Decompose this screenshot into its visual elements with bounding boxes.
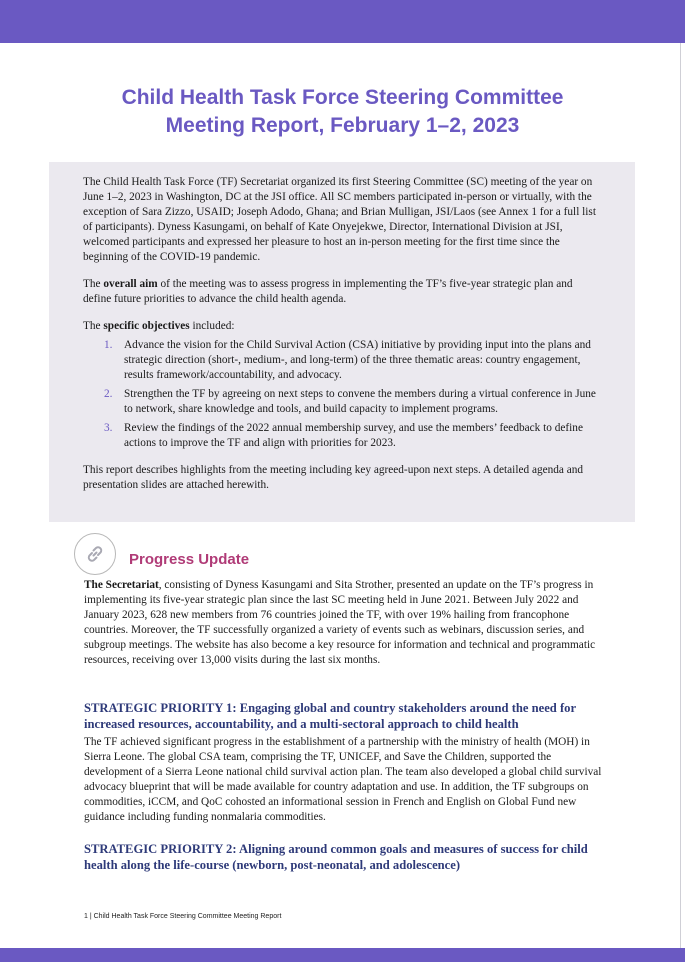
objective-text: Advance the vision for the Child Survival Action (CSA) initiative by providing input into the plans and strategic direction (short-, medium-, and long-term) of the three thematic areas: country engagement, results framework/accountability, and advocacy. <box>124 339 591 381</box>
objective-number: 3. <box>104 422 113 434</box>
priority-2-heading: STRATEGIC PRIORITY 2: Aligning around common goals and measures of success for child health along the life-course (newborn, post-neonatal, and adolescence) <box>84 842 588 872</box>
objective-text: Strengthen the TF by agreeing on next steps to convene the members during a virtual conference in June to network, share knowledge and tools, and build capacity to implement programs. <box>124 388 596 415</box>
progress-text: , consisting of Dyness Kasungami and Sita Strother, presented an update on the TF’s progress in implementing its five-year strategic plan since the last SC meeting held in June 2021. Between July 2022 and January 2023, 628 new members from 76 countries joined the TF, with over 19% hailing from francophone countries. Moreover, the TF successfully organized a variety of events such as webinars, discussion series, and subgroup meetings. The website has also become a key resource for information and technical and programmatic resources, receiving over 13,000 visits during the last six months. <box>84 579 596 666</box>
objectives-list <box>83 338 603 451</box>
header-band <box>0 0 685 43</box>
summary-closing: This report describes highlights from the meeting including key agreed-upon next steps. A detailed agenda and presentation slides are attached herewith. <box>83 464 584 491</box>
priority-1-paragraph: The TF achieved significant progress in the establishment of a partnership with the ministry of health (MOH) in Sierra Leone. The global CSA team, comprising the TF, UNICEF, and Save the Children, supported the development of a Sierra Leone national child survival action plan. The team also developed a global child survival advocacy blueprint that will be made available for country adaptation and use. In addition, the TF subgroups on commodities, iCCM, and QoC cohosted an informational session in French and English on Global Fund new guidance including funding nonmalaria commodities. <box>84 736 602 823</box>
link-icon <box>83 542 107 566</box>
objectives-bold: specific objectives <box>103 320 190 332</box>
aim-bold: overall aim <box>103 278 158 290</box>
page-footer: 1 | Child Health Task Force Steering Committee Meeting Report <box>84 913 282 920</box>
summary-intro: The Child Health Task Force (TF) Secretariat organized its first Steering Committee (SC) meeting of the year on June 1–2, 2023 in Washington, DC at the JSI office. All SC members participated in-person or virtually, with the exception of Sara Zizzo, USAID; Joseph Adodo, Ghana; and Brian Mulligan, JSI/Laos (see Annex 1 for a full list of participants). Dyness Kasungami, on behalf of Kate Onyejekwe, Director, International Division at JSI, welcomed participants and expressed her pleasure to host an in-person meeting for the first time since the beginning of the COVID-19 pandemic. <box>83 176 596 263</box>
summary-box <box>49 162 635 522</box>
footer-band <box>0 948 685 962</box>
priority-1-heading: STRATEGIC PRIORITY 1: Engaging global and country stakeholders around the need for increased resources, accountability, and a multi-sectoral approach to child health <box>84 701 576 731</box>
aim-post: of the meeting was to assess progress in implementing the TF’s five-year strategic plan and define future priorities to advance the child health agenda. <box>83 278 573 305</box>
objective-item <box>83 338 603 383</box>
progress-bold: The Secretariat <box>84 579 159 591</box>
page-edge-rule <box>680 43 681 948</box>
objective-item <box>83 421 603 451</box>
title-line-2: Meeting Report, February 1–2, 2023 <box>165 114 520 137</box>
objective-number: 1. <box>104 339 113 351</box>
objectives-pre: The <box>83 320 104 332</box>
progress-paragraph <box>84 578 605 668</box>
summary-aim <box>83 277 603 307</box>
objectives-post: included: <box>189 320 235 332</box>
progress-update-heading: Progress Update <box>129 551 250 568</box>
summary-objectives-intro <box>83 319 603 334</box>
objective-number: 2. <box>104 388 113 400</box>
section-icon-circle <box>74 533 116 575</box>
summary-content <box>83 175 603 505</box>
aim-pre: The <box>83 278 104 290</box>
title-line-1: Child Health Task Force Steering Committee <box>121 86 564 109</box>
objective-text: Review the findings of the 2022 annual membership survey, and use the members’ feedback to define actions to improve the TF and align with priorities for 2023. <box>124 422 583 449</box>
objective-item <box>83 387 603 417</box>
report-title <box>40 84 645 140</box>
